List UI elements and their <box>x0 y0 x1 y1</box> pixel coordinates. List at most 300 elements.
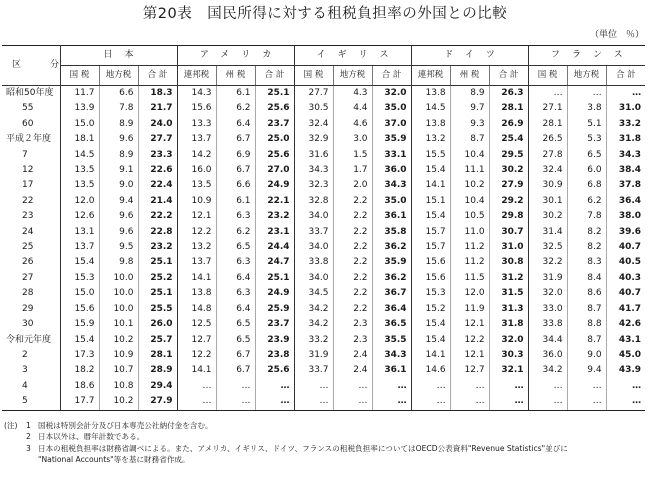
total-cell: 24.0 <box>138 117 177 132</box>
value-cell: … <box>333 394 372 410</box>
table-row <box>2 117 645 132</box>
total-cell: … <box>489 379 528 394</box>
value-cell: 13.8 <box>411 117 450 132</box>
note-text: 国税は特別会計分及び日本専売公社納付金を含む。 <box>38 421 213 430</box>
note-item <box>4 431 644 442</box>
sub-header: 国 税 <box>60 66 99 86</box>
value-cell: 33.2 <box>294 333 333 348</box>
value-cell: 28.1 <box>528 117 567 132</box>
total-cell: 33.1 <box>372 148 411 163</box>
value-cell: 30.9 <box>528 178 567 193</box>
total-cell: 32.0 <box>489 333 528 348</box>
value-cell: 34.4 <box>528 333 567 348</box>
value-cell: 9.0 <box>99 178 138 193</box>
table-row <box>2 132 645 147</box>
value-cell: 15.3 <box>60 271 99 286</box>
total-cell: 31.0 <box>606 101 645 116</box>
total-cell: 33.2 <box>606 117 645 132</box>
value-cell: 15.0 <box>60 117 99 132</box>
value-cell: 14.6 <box>411 363 450 378</box>
year-cell: 令和元年度 <box>2 333 60 348</box>
value-cell: 1.7 <box>333 163 372 178</box>
value-cell: 2.2 <box>333 209 372 224</box>
total-cell: 25.6 <box>255 148 294 163</box>
value-cell: 6.3 <box>216 255 255 270</box>
total-cell: 31.0 <box>489 240 528 255</box>
table-row <box>2 240 645 255</box>
value-cell: 15.5 <box>411 148 450 163</box>
value-cell: 16.0 <box>177 163 216 178</box>
total-cell: 26.0 <box>138 317 177 332</box>
value-cell: … <box>567 86 606 102</box>
value-cell: 32.9 <box>294 132 333 147</box>
value-cell: … <box>177 379 216 394</box>
total-cell: 22.8 <box>138 225 177 240</box>
value-cell: 6.8 <box>567 178 606 193</box>
year-cell: 平成２年度 <box>2 132 60 147</box>
total-cell: 40.3 <box>606 271 645 286</box>
notes-label <box>4 431 26 442</box>
value-cell: 14.1 <box>411 348 450 363</box>
value-cell: … <box>567 394 606 410</box>
value-cell: 33.8 <box>528 317 567 332</box>
value-cell: 32.4 <box>528 163 567 178</box>
value-cell: 13.5 <box>60 163 99 178</box>
total-cell: 25.1 <box>255 86 294 102</box>
total-cell: 38.0 <box>606 209 645 224</box>
value-cell: 9.3 <box>450 117 489 132</box>
value-cell: 10.2 <box>99 333 138 348</box>
value-cell: 6.5 <box>567 148 606 163</box>
value-cell: 8.7 <box>450 132 489 147</box>
value-cell: 15.4 <box>411 333 450 348</box>
value-cell: 10.5 <box>450 209 489 224</box>
value-cell: 15.0 <box>60 286 99 301</box>
total-cell: 25.6 <box>255 101 294 116</box>
value-cell: 11.9 <box>450 302 489 317</box>
value-cell: 6.4 <box>216 302 255 317</box>
value-cell: 2.3 <box>333 333 372 348</box>
total-cell: 22.2 <box>138 209 177 224</box>
table-row <box>2 101 645 116</box>
value-cell: … <box>528 379 567 394</box>
total-cell: … <box>255 379 294 394</box>
value-cell: 8.2 <box>567 225 606 240</box>
total-cell: 35.9 <box>372 255 411 270</box>
value-cell: 8.9 <box>450 86 489 102</box>
value-cell: 15.4 <box>411 209 450 224</box>
table-row <box>2 379 645 394</box>
value-cell: 10.7 <box>99 363 138 378</box>
total-cell: 31.8 <box>489 317 528 332</box>
total-cell: 26.3 <box>489 86 528 102</box>
value-cell: 10.0 <box>99 286 138 301</box>
note-number: 1 <box>26 421 31 430</box>
total-cell: 31.5 <box>489 286 528 301</box>
value-cell: 18.1 <box>60 132 99 147</box>
value-cell: 14.1 <box>177 271 216 286</box>
total-cell: 32.0 <box>372 86 411 102</box>
sub-header: 合 計 <box>138 66 177 86</box>
value-cell: 10.2 <box>99 394 138 410</box>
year-cell: 23 <box>2 209 60 224</box>
note-item <box>4 420 644 431</box>
value-cell: 33.7 <box>294 225 333 240</box>
total-cell: 36.2 <box>372 240 411 255</box>
value-cell: 13.9 <box>60 101 99 116</box>
total-cell: 35.0 <box>372 101 411 116</box>
value-cell: 13.2 <box>177 240 216 255</box>
value-cell: 3.8 <box>567 101 606 116</box>
total-cell: … <box>606 394 645 410</box>
total-cell: … <box>606 379 645 394</box>
total-cell: 18.3 <box>138 86 177 102</box>
year-cell: 12 <box>2 163 60 178</box>
value-cell: 11.1 <box>450 163 489 178</box>
value-cell: 15.4 <box>411 317 450 332</box>
table-row <box>2 163 645 178</box>
table-row <box>2 302 645 317</box>
total-cell: 23.1 <box>255 225 294 240</box>
country-header: アメリカ <box>177 46 294 66</box>
total-cell: … <box>255 394 294 410</box>
value-cell: 18.2 <box>60 363 99 378</box>
total-cell: 30.2 <box>489 163 528 178</box>
value-cell: 15.6 <box>60 302 99 317</box>
value-cell: … <box>567 379 606 394</box>
value-cell: 7.8 <box>99 101 138 116</box>
value-cell: … <box>411 394 450 410</box>
year-cell: 27 <box>2 271 60 286</box>
value-cell: 8.9 <box>99 117 138 132</box>
value-cell: 10.4 <box>450 148 489 163</box>
value-cell: 4.4 <box>333 101 372 116</box>
value-cell: 2.2 <box>333 271 372 286</box>
value-cell: 8.7 <box>567 333 606 348</box>
total-cell: … <box>372 379 411 394</box>
value-cell: 9.6 <box>99 209 138 224</box>
total-cell: 35.9 <box>372 132 411 147</box>
value-cell: 32.3 <box>294 178 333 193</box>
total-cell: 43.9 <box>606 363 645 378</box>
total-cell: 25.9 <box>255 302 294 317</box>
sub-header: 連邦税 <box>177 66 216 86</box>
value-cell: 12.2 <box>450 333 489 348</box>
total-cell: 25.4 <box>489 132 528 147</box>
total-cell: 29.8 <box>489 209 528 224</box>
value-cell: 8.6 <box>567 286 606 301</box>
total-cell: 40.7 <box>606 240 645 255</box>
value-cell: 17.3 <box>60 348 99 363</box>
value-cell: 10.4 <box>450 194 489 209</box>
total-cell: 25.7 <box>138 333 177 348</box>
table-row <box>2 348 645 363</box>
value-cell: 2.2 <box>333 240 372 255</box>
year-cell: 30 <box>2 317 60 332</box>
value-cell: 13.7 <box>177 255 216 270</box>
total-cell: 24.9 <box>255 178 294 193</box>
total-cell: 30.3 <box>489 348 528 363</box>
total-cell: 36.2 <box>372 271 411 286</box>
corner-label: 区 分 <box>2 46 60 86</box>
total-cell: 36.0 <box>372 163 411 178</box>
year-cell: 3 <box>2 363 60 378</box>
value-cell: 8.8 <box>567 317 606 332</box>
value-cell: 12.1 <box>450 348 489 363</box>
value-cell: 4.3 <box>333 86 372 102</box>
total-cell: 30.8 <box>489 255 528 270</box>
table-row <box>2 394 645 410</box>
value-cell: 11.0 <box>450 225 489 240</box>
total-cell: 22.4 <box>138 178 177 193</box>
value-cell: 6.2 <box>216 225 255 240</box>
total-cell: 24.4 <box>255 240 294 255</box>
value-cell: 14.8 <box>177 302 216 317</box>
total-cell: 31.8 <box>606 132 645 147</box>
sub-header: 州 税 <box>216 66 255 86</box>
value-cell: 6.9 <box>216 148 255 163</box>
value-cell: 9.6 <box>99 132 138 147</box>
value-cell: 33.8 <box>294 255 333 270</box>
notes <box>4 420 644 466</box>
value-cell: 12.1 <box>177 209 216 224</box>
sub-header: 合 計 <box>489 66 528 86</box>
value-cell: 31.4 <box>528 225 567 240</box>
total-cell: 45.0 <box>606 348 645 363</box>
total-cell: 43.1 <box>606 333 645 348</box>
sub-header: 国 税 <box>528 66 567 86</box>
value-cell: 9.4 <box>567 363 606 378</box>
value-cell: 13.7 <box>177 132 216 147</box>
value-cell: 15.2 <box>411 302 450 317</box>
notes-label: (注) <box>4 421 18 430</box>
year-cell: 5 <box>2 394 60 410</box>
total-cell: 26.9 <box>489 117 528 132</box>
value-cell: … <box>411 379 450 394</box>
total-cell: 36.1 <box>372 209 411 224</box>
total-cell: 30.7 <box>489 225 528 240</box>
sub-header: 合 計 <box>372 66 411 86</box>
sub-header: 連邦税 <box>411 66 450 86</box>
value-cell: 15.4 <box>60 333 99 348</box>
total-cell: 37.0 <box>372 117 411 132</box>
total-cell: 23.3 <box>138 148 177 163</box>
country-header: ドイツ <box>411 46 528 66</box>
value-cell: 6.4 <box>216 271 255 286</box>
country-header-row <box>2 46 645 66</box>
value-cell: 3.0 <box>333 132 372 147</box>
value-cell: 34.0 <box>294 271 333 286</box>
page-title: 第20表 国民所得に対する租税負担率の外国との比較 <box>142 6 508 22</box>
value-cell: 6.7 <box>216 132 255 147</box>
sub-header: 地方税 <box>99 66 138 86</box>
value-cell: 6.6 <box>99 86 138 102</box>
value-cell: … <box>294 379 333 394</box>
value-cell: … <box>450 379 489 394</box>
sub-header: 地方税 <box>567 66 606 86</box>
value-cell: 9.7 <box>450 101 489 116</box>
note-text: 日本以外は、暦年計数である。 <box>38 432 145 442</box>
value-cell: 12.6 <box>60 209 99 224</box>
table-body <box>2 86 645 411</box>
table-row <box>2 209 645 224</box>
note-text: "National Accounts"等を基に財務省作成。 <box>38 455 190 465</box>
value-cell: 7.8 <box>567 209 606 224</box>
value-cell: 12.2 <box>177 348 216 363</box>
value-cell: 6.1 <box>216 194 255 209</box>
total-cell: 35.5 <box>372 333 411 348</box>
total-cell: 36.4 <box>606 194 645 209</box>
sub-header: 合 計 <box>255 66 294 86</box>
country-header: 日本 <box>60 46 177 66</box>
note-item <box>4 454 644 465</box>
value-cell: 34.5 <box>294 286 333 301</box>
table-row <box>2 286 645 301</box>
notes-label <box>4 443 26 454</box>
total-cell: 31.3 <box>489 302 528 317</box>
total-cell: … <box>489 394 528 410</box>
note-number <box>26 454 38 465</box>
total-cell: 29.4 <box>138 379 177 394</box>
value-cell: 13.1 <box>60 225 99 240</box>
value-cell: 8.3 <box>567 255 606 270</box>
value-cell: 32.8 <box>294 194 333 209</box>
value-cell: 34.0 <box>294 240 333 255</box>
value-cell: 10.0 <box>99 302 138 317</box>
country-header: フランス <box>528 46 645 66</box>
value-cell: 15.7 <box>411 225 450 240</box>
value-cell: 8.9 <box>99 148 138 163</box>
value-cell: 6.2 <box>567 194 606 209</box>
value-cell: 2.4 <box>333 363 372 378</box>
total-cell: … <box>372 394 411 410</box>
value-cell: 2.0 <box>333 178 372 193</box>
value-cell: 33.0 <box>528 302 567 317</box>
value-cell: 34.3 <box>294 163 333 178</box>
value-cell: 32.4 <box>294 117 333 132</box>
value-cell: 34.2 <box>294 317 333 332</box>
value-cell: 6.0 <box>567 163 606 178</box>
unit-label: （単位 ％） <box>589 30 644 40</box>
total-cell: 29.5 <box>489 148 528 163</box>
total-cell: 24.7 <box>255 255 294 270</box>
value-cell: 13.3 <box>177 117 216 132</box>
value-cell: 11.2 <box>450 240 489 255</box>
total-cell: 25.1 <box>138 286 177 301</box>
value-cell: 9.1 <box>99 163 138 178</box>
value-cell: 15.7 <box>411 240 450 255</box>
value-cell: 11.7 <box>60 86 99 102</box>
value-cell: … <box>528 394 567 410</box>
value-cell: 2.2 <box>333 286 372 301</box>
value-cell: 6.3 <box>216 209 255 224</box>
value-cell: 30.5 <box>294 101 333 116</box>
value-cell: 32.0 <box>528 286 567 301</box>
total-cell: 23.8 <box>255 348 294 363</box>
value-cell: 13.7 <box>60 240 99 255</box>
table-row <box>2 225 645 240</box>
value-cell: 9.0 <box>567 348 606 363</box>
total-cell: 28.1 <box>489 101 528 116</box>
total-cell: 42.6 <box>606 317 645 332</box>
value-cell: 15.6 <box>411 255 450 270</box>
total-cell: 40.7 <box>606 286 645 301</box>
value-cell: 6.7 <box>216 363 255 378</box>
table-row <box>2 148 645 163</box>
value-cell: 31.9 <box>528 271 567 286</box>
value-cell: 2.2 <box>333 194 372 209</box>
value-cell: 14.1 <box>177 363 216 378</box>
total-cell: 34.3 <box>606 148 645 163</box>
value-cell: 27.7 <box>294 86 333 102</box>
note-number: 2 <box>26 432 31 442</box>
value-cell: 12.5 <box>177 317 216 332</box>
value-cell: 6.5 <box>216 240 255 255</box>
total-cell: 28.9 <box>138 363 177 378</box>
value-cell: 2.4 <box>333 348 372 363</box>
value-cell: 6.7 <box>216 348 255 363</box>
table-row <box>2 255 645 270</box>
year-cell: 24 <box>2 225 60 240</box>
value-cell: 32.2 <box>528 255 567 270</box>
total-cell: 23.2 <box>255 209 294 224</box>
value-cell: 8.7 <box>567 302 606 317</box>
value-cell: 5.1 <box>567 117 606 132</box>
total-cell: 27.7 <box>138 132 177 147</box>
value-cell: 10.9 <box>99 348 138 363</box>
total-cell: 36.1 <box>372 363 411 378</box>
value-cell: 15.4 <box>60 255 99 270</box>
value-cell: … <box>333 379 372 394</box>
value-cell: 14.5 <box>60 148 99 163</box>
value-cell: 11.5 <box>450 271 489 286</box>
value-cell: 6.1 <box>216 86 255 102</box>
total-cell: 35.0 <box>372 194 411 209</box>
year-cell: 26 <box>2 255 60 270</box>
value-cell: 14.1 <box>411 178 450 193</box>
value-cell: 17.7 <box>60 394 99 410</box>
total-cell: 25.2 <box>138 271 177 286</box>
value-cell: 13.2 <box>411 132 450 147</box>
value-cell: 8.4 <box>567 271 606 286</box>
total-cell: 29.2 <box>489 194 528 209</box>
total-cell: 32.1 <box>489 363 528 378</box>
value-cell: 2.2 <box>333 255 372 270</box>
value-cell: 12.0 <box>450 286 489 301</box>
value-cell: 10.9 <box>177 194 216 209</box>
year-cell: 55 <box>2 101 60 116</box>
value-cell: 31.6 <box>294 148 333 163</box>
value-cell: 15.3 <box>411 286 450 301</box>
total-cell: 21.4 <box>138 194 177 209</box>
value-cell: … <box>216 379 255 394</box>
value-cell: 12.0 <box>60 194 99 209</box>
total-cell: 23.7 <box>255 117 294 132</box>
value-cell: 34.0 <box>294 209 333 224</box>
year-cell: 25 <box>2 240 60 255</box>
year-cell: 7 <box>2 148 60 163</box>
value-cell: 15.9 <box>60 317 99 332</box>
value-cell: 12.1 <box>450 317 489 332</box>
total-cell: 23.9 <box>255 333 294 348</box>
value-cell: 6.3 <box>216 286 255 301</box>
value-cell: 15.6 <box>411 271 450 286</box>
value-cell: 14.2 <box>177 148 216 163</box>
sub-header: 国 税 <box>294 66 333 86</box>
value-cell: 13.5 <box>60 178 99 193</box>
value-cell: … <box>216 394 255 410</box>
table-row <box>2 317 645 332</box>
